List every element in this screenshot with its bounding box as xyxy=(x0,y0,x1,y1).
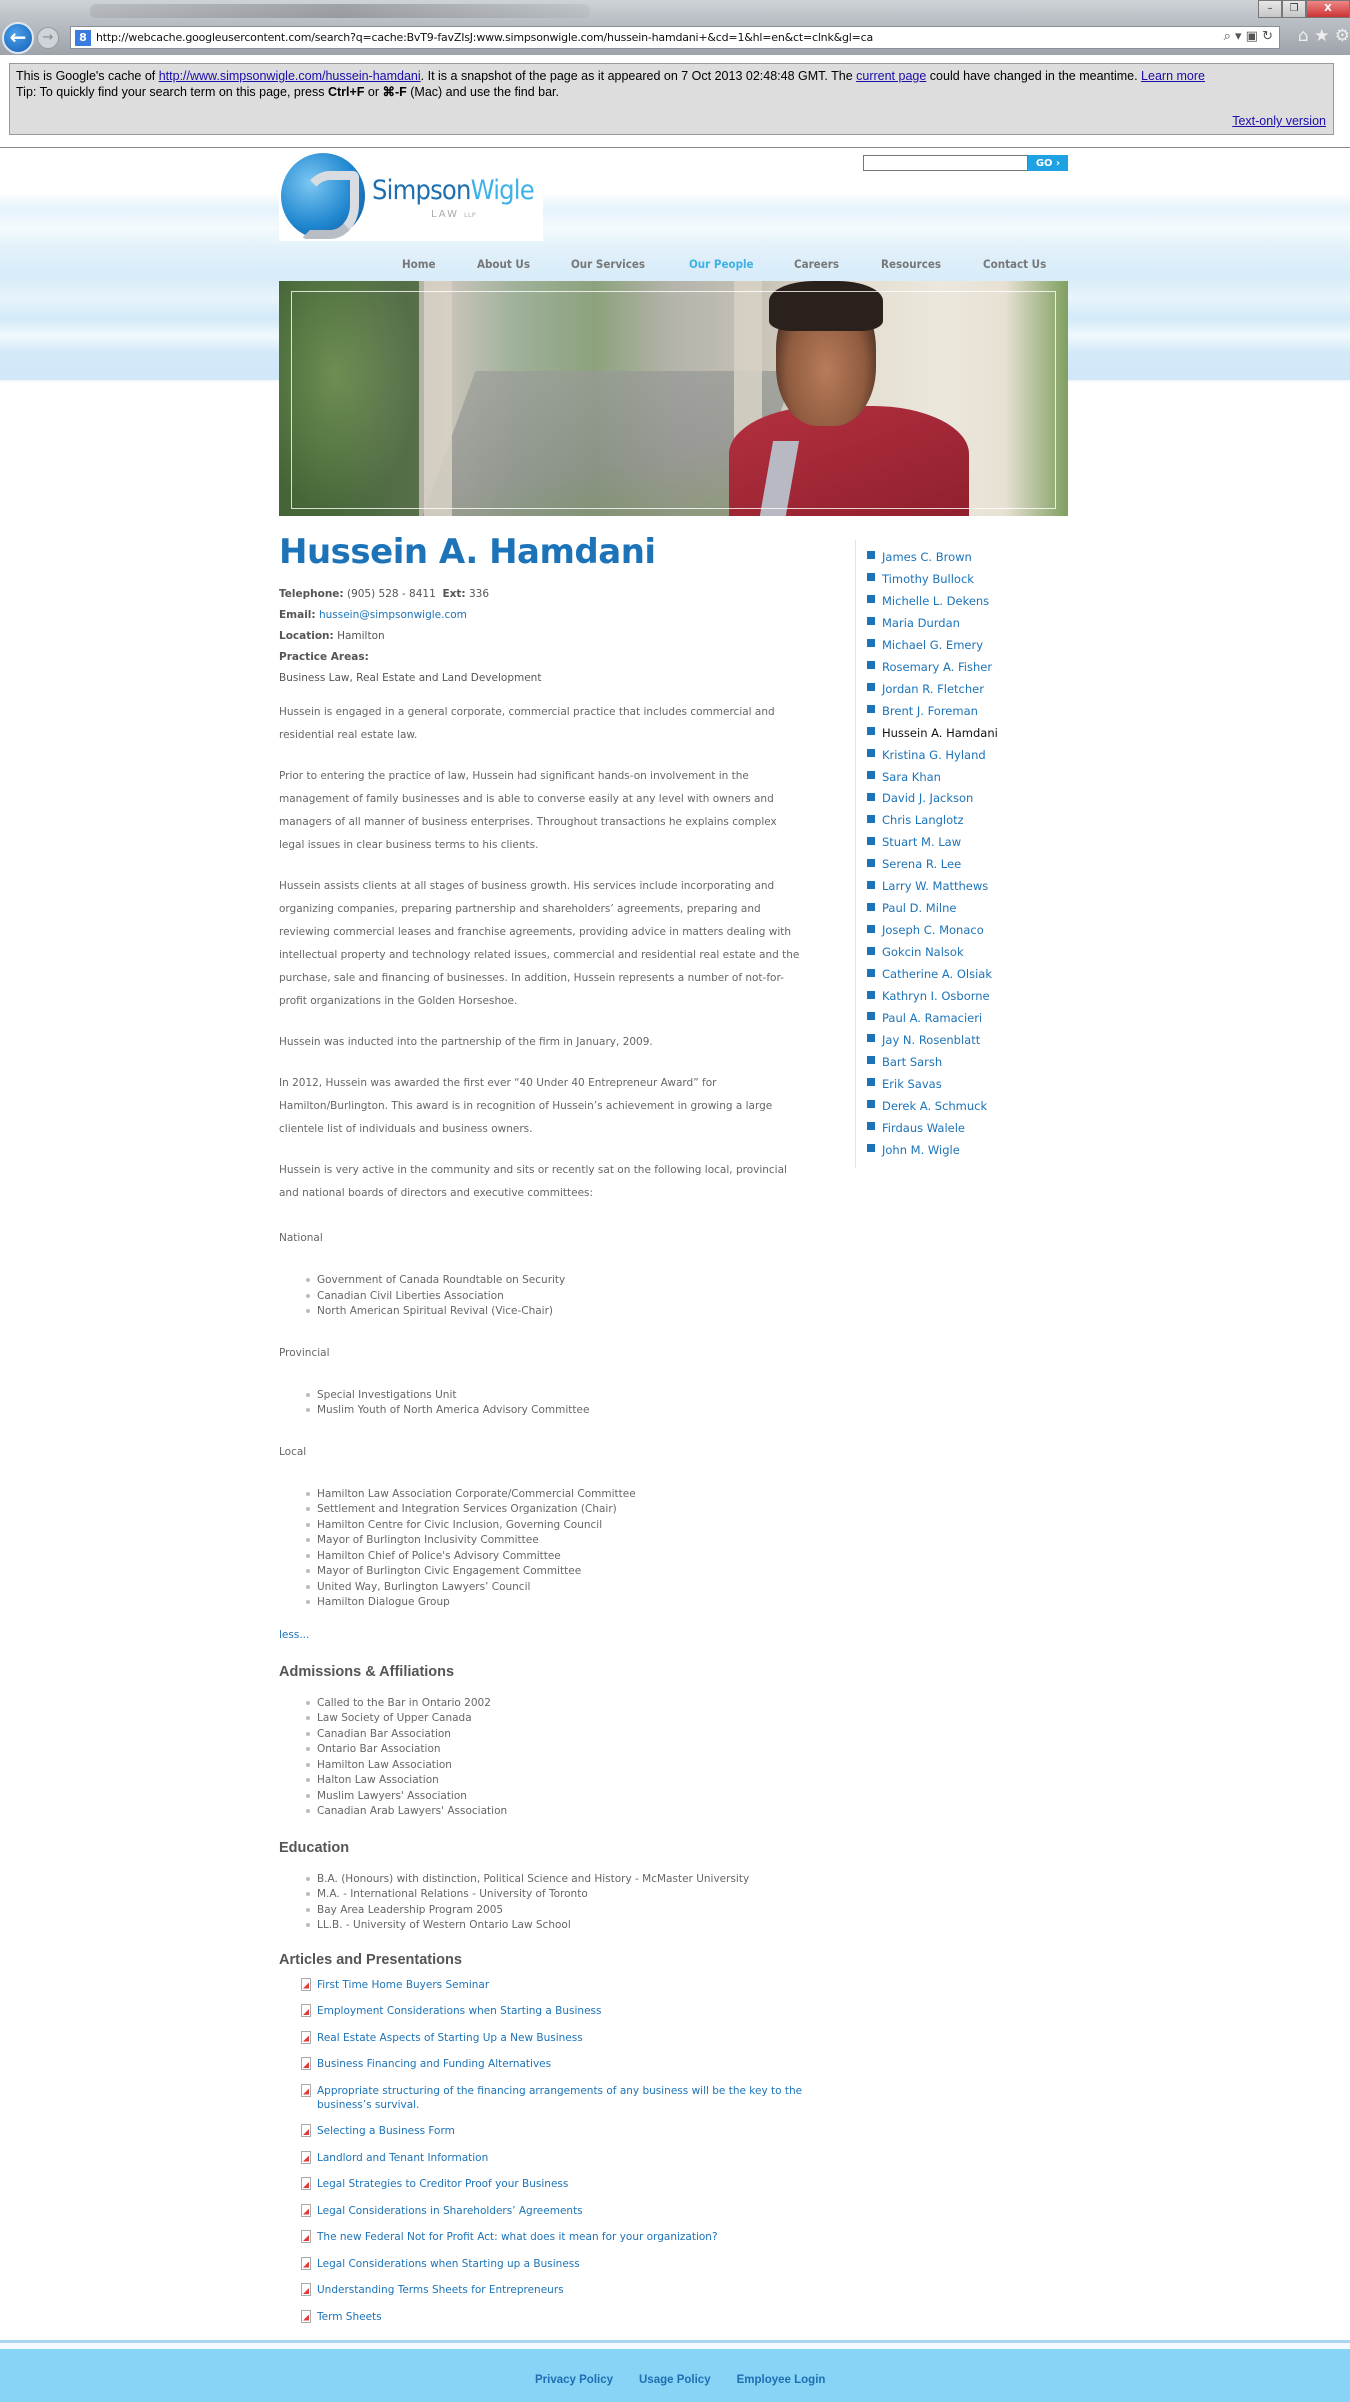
list-item: Canadian Civil Liberties Association xyxy=(306,1289,804,1305)
browser-toolbar-icons[interactable]: ⌂ ★ ⚙ xyxy=(1297,26,1350,46)
people-list xyxy=(867,546,1055,1161)
pdf-icon xyxy=(301,1978,311,1991)
person-link[interactable]: Bart Sarsh xyxy=(882,1054,943,1069)
sidebar-item-person[interactable] xyxy=(867,1029,1055,1051)
article-link[interactable]: Employment Considerations when Starting a Business xyxy=(317,2005,602,2017)
square-bullet-icon xyxy=(867,881,875,889)
sidebar-item-person[interactable] xyxy=(867,897,1055,919)
article-item xyxy=(301,2004,804,2018)
list-item: Muslim Lawyers' Association xyxy=(306,1789,804,1805)
article-item xyxy=(301,2177,804,2191)
url-text[interactable]: http://webcache.googleusercontent.com/search?q=cache:BvT9-favZIsJ:www.simpsonwigle.com/hussein-hamdani+&cd=1&hl=en&ct=clnk&gl=ca xyxy=(96,31,874,44)
boards-local-list xyxy=(306,1487,804,1611)
simpsonwigle-logo[interactable] xyxy=(279,151,543,241)
person-link[interactable]: Joseph C. Monaco xyxy=(882,923,984,938)
sidebar-item-person[interactable] xyxy=(867,722,1055,744)
boards-provincial-label: Provincial xyxy=(279,1346,330,1359)
article-item xyxy=(301,2230,804,2244)
article-link[interactable]: Legal Considerations in Shareholders’ Agreements xyxy=(317,2204,583,2217)
article-link[interactable]: Legal Strategies to Creditor Proof your Business xyxy=(317,2178,569,2190)
list-item: United Way, Burlington Lawyers’ Council xyxy=(306,1580,804,1596)
list-item: North American Spiritual Revival (Vice-Chair) xyxy=(306,1304,804,1320)
square-bullet-icon xyxy=(867,859,875,867)
practice-areas-value: Business Law, Real Estate and Land Development xyxy=(279,672,542,684)
site-search xyxy=(863,155,1068,171)
tip-shortcut-ctrl-f: Ctrl+F xyxy=(327,85,365,99)
search-go-button[interactable]: GO › xyxy=(1028,155,1068,171)
main-nav xyxy=(279,251,1068,281)
square-bullet-icon xyxy=(867,705,875,713)
sidebar-item-person[interactable] xyxy=(867,1095,1055,1117)
pdf-icon xyxy=(301,2257,311,2270)
person-link[interactable]: Maria Durdan xyxy=(882,615,960,630)
sidebar-item-person[interactable] xyxy=(867,700,1055,722)
pdf-icon xyxy=(301,2230,311,2243)
person-link[interactable]: Rosemary A. Fisher xyxy=(882,659,993,674)
telephone-label: Telephone: xyxy=(279,588,344,600)
sidebar-item-person[interactable] xyxy=(867,941,1055,963)
sidebar-item-person[interactable] xyxy=(867,1051,1055,1073)
cache-notice-line xyxy=(16,69,1327,83)
pdf-icon xyxy=(301,2310,311,2323)
ext-label: Ext: xyxy=(442,588,466,600)
back-arrow-icon: ← xyxy=(9,25,27,49)
forward-button[interactable] xyxy=(37,27,59,49)
bio-paragraph: Hussein is very active in the community and sits or recently sat on the following local, provincial and national boards of directors and executive committees: xyxy=(279,1164,787,1199)
pdf-icon xyxy=(301,2177,311,2190)
person-link[interactable]: Gokcin Nalsok xyxy=(882,945,964,960)
sidebar-item-person[interactable] xyxy=(867,634,1055,656)
list-item: Special Investigations Unit xyxy=(306,1388,804,1404)
restore-button[interactable]: ❐ xyxy=(1282,0,1306,18)
logo-law-llp xyxy=(431,209,476,220)
article-item xyxy=(301,2204,804,2218)
square-bullet-icon xyxy=(867,639,875,647)
tip-or: or xyxy=(364,85,383,99)
list-item: Hamilton Dialogue Group xyxy=(306,1595,804,1611)
nav-contact-us[interactable]: Contact Us xyxy=(983,257,1047,271)
square-bullet-icon xyxy=(867,991,875,999)
article-link[interactable]: Term Sheets xyxy=(317,2310,382,2323)
cached-url-link[interactable]: http://www.simpsonwigle.com/hussein-hamdani xyxy=(158,69,421,83)
article-link[interactable]: Selecting a Business Form xyxy=(317,2125,455,2137)
learn-more-link[interactable]: Learn more xyxy=(1141,69,1205,83)
address-bar[interactable] xyxy=(70,26,1280,49)
pdf-icon xyxy=(301,2283,311,2296)
footer-links xyxy=(535,2374,825,2386)
article-link[interactable]: Appropriate structuring of the financing arrangements of any business will be the key to the business’s survival. xyxy=(317,2084,803,2111)
article-item xyxy=(301,2257,804,2271)
back-button[interactable] xyxy=(2,22,34,54)
email-row xyxy=(279,605,804,626)
square-bullet-icon xyxy=(867,1100,875,1108)
boards-national-list xyxy=(306,1273,804,1320)
bio-paragraph: Prior to entering the practice of law, Hussein had significant hands-on involvement in the management of family businesses and is able to converse easily at any level with owners and managers of all manner of business enterprises. Throughout transactions he explains complex legal issues in clear business terms to his clients. xyxy=(279,770,777,851)
article-item xyxy=(301,2084,804,2112)
person-link[interactable]: Michelle L. Dekens xyxy=(882,593,990,608)
square-bullet-icon xyxy=(867,903,875,911)
bio-paragraph: Hussein was inducted into the partnership of the firm in January, 2009. xyxy=(279,1036,653,1048)
logo-simpson: Simpson xyxy=(372,175,471,206)
square-bullet-icon xyxy=(867,661,875,669)
pdf-icon xyxy=(301,2124,311,2137)
profile-content xyxy=(279,530,804,2336)
list-item: Hamilton Law Association xyxy=(306,1758,804,1774)
sidebar-item-person[interactable] xyxy=(867,766,1055,788)
person-link[interactable]: Timothy Bullock xyxy=(882,571,974,586)
people-sidebar xyxy=(855,540,1055,1168)
list-item: Hamilton Law Association Corporate/Commercial Committee xyxy=(306,1487,804,1503)
pdf-icon xyxy=(301,2084,311,2097)
sidebar-item-person[interactable] xyxy=(867,1117,1055,1139)
list-item: LL.B. - University of Western Ontario Law School xyxy=(306,1918,804,1934)
sidebar-item-person[interactable] xyxy=(867,612,1055,634)
list-item: Hamilton Centre for Civic Inclusion, Governing Council xyxy=(306,1518,804,1534)
cache-notice-prefix: This is Google's cache of xyxy=(16,69,159,83)
person-link[interactable]: John M. Wigle xyxy=(882,1142,960,1157)
sidebar-item-person[interactable] xyxy=(867,875,1055,897)
sidebar-item-person[interactable] xyxy=(867,963,1055,985)
articles-heading: Articles and Presentations xyxy=(279,1951,462,1968)
article-item xyxy=(301,2151,804,2165)
sidebar-item-person[interactable] xyxy=(867,656,1055,678)
square-bullet-icon xyxy=(867,727,875,735)
pdf-icon xyxy=(301,2057,311,2070)
tip-suffix: (Mac) and use the find bar. xyxy=(406,85,559,99)
admissions-list xyxy=(306,1696,804,1820)
telephone-row xyxy=(279,584,804,605)
list-item: Muslim Youth of North America Advisory Committee xyxy=(306,1403,804,1419)
window-title xyxy=(90,4,590,18)
article-link[interactable]: Business Financing and Funding Alternatives xyxy=(317,2058,552,2070)
article-link[interactable]: Real Estate Aspects of Starting Up a New Business xyxy=(317,2031,583,2044)
list-item: Ontario Bar Association xyxy=(306,1742,804,1758)
person-link[interactable]: Serena R. Lee xyxy=(882,857,962,872)
education-list xyxy=(306,1872,804,1934)
location-value: Hamilton xyxy=(337,630,385,642)
pdf-icon xyxy=(301,2031,311,2044)
window-controls xyxy=(1258,0,1350,18)
person-link[interactable]: Jay N. Rosenblatt xyxy=(882,1032,981,1047)
square-bullet-icon xyxy=(867,683,875,691)
article-item xyxy=(301,2310,804,2324)
person-link[interactable]: Larry W. Matthews xyxy=(882,879,989,894)
person-link[interactable]: Hussein A. Hamdani xyxy=(882,725,998,740)
person-link[interactable]: Chris Langlotz xyxy=(882,813,964,828)
articles-list xyxy=(301,1978,804,2324)
minimize-button[interactable]: – xyxy=(1258,0,1282,18)
person-link[interactable]: Catherine A. Olsiak xyxy=(882,967,993,982)
employee-login-link[interactable]: Employee Login xyxy=(736,2374,826,2386)
sidebar-item-person[interactable] xyxy=(867,831,1055,853)
person-link[interactable]: Stuart M. Law xyxy=(882,835,962,850)
sidebar-item-person[interactable] xyxy=(867,1139,1055,1161)
page-title: Hussein A. Hamdani xyxy=(279,532,656,572)
list-item: Halton Law Association xyxy=(306,1773,804,1789)
sidebar-item-person[interactable] xyxy=(867,678,1055,700)
email-link[interactable]: hussein@simpsonwigle.com xyxy=(318,609,467,621)
photo-frame-border xyxy=(291,291,1056,509)
list-item: Hamilton Chief of Police's Advisory Committee xyxy=(306,1549,804,1565)
article-link[interactable]: Understanding Terms Sheets for Entrepreneurs xyxy=(317,2284,564,2296)
sidebar-item-person[interactable] xyxy=(867,546,1055,568)
sidebar-item-person[interactable] xyxy=(867,919,1055,941)
nav-our-services[interactable]: Our Services xyxy=(571,257,646,271)
tip-prefix: Tip: To quickly find your search term on this page, press xyxy=(16,85,328,99)
square-bullet-icon xyxy=(867,1144,875,1152)
article-item xyxy=(301,2124,804,2138)
sidebar-item-person[interactable] xyxy=(867,1007,1055,1029)
list-item: Canadian Arab Lawyers' Association xyxy=(306,1804,804,1820)
ext-value: 336 xyxy=(468,588,490,600)
square-bullet-icon xyxy=(867,1056,875,1064)
text-only-version-link[interactable]: Text-only version xyxy=(1232,114,1326,128)
nav-our-people[interactable]: Our People xyxy=(689,257,754,271)
nav-home[interactable]: Home xyxy=(402,257,436,271)
cache-tip-line xyxy=(16,84,1327,99)
google-favicon-icon: 8 xyxy=(75,30,91,46)
sidebar-item-person[interactable] xyxy=(867,787,1055,809)
profile-banner-photo xyxy=(279,281,1068,516)
article-link[interactable]: Landlord and Tenant Information xyxy=(317,2151,489,2164)
sidebar-item-person[interactable] xyxy=(867,744,1055,766)
square-bullet-icon xyxy=(867,573,875,581)
cache-notice-suffix: could have changed in the meantime. xyxy=(926,69,1142,83)
site-footer xyxy=(0,2349,1350,2402)
person-link[interactable]: Jordan R. Fletcher xyxy=(882,681,984,696)
square-bullet-icon xyxy=(867,1078,875,1086)
pdf-icon xyxy=(301,2151,311,2164)
square-bullet-icon xyxy=(867,1012,875,1020)
person-link[interactable]: Kristina G. Hyland xyxy=(882,747,986,762)
square-bullet-icon xyxy=(867,1122,875,1130)
cache-notice-middle: . It is a snapshot of the page as it appeared on 7 Oct 2013 02:48:48 GMT. The xyxy=(420,69,857,83)
square-bullet-icon xyxy=(867,771,875,779)
sidebar-item-person[interactable] xyxy=(867,809,1055,831)
admissions-heading: Admissions & Affiliations xyxy=(279,1663,455,1680)
list-item: B.A. (Honours) with distinction, Political Science and History - McMaster University xyxy=(306,1872,804,1888)
logo-llp: LLP xyxy=(464,212,476,219)
search-input[interactable] xyxy=(863,155,1028,171)
square-bullet-icon xyxy=(867,925,875,933)
privacy-policy-link[interactable]: Privacy Policy xyxy=(535,2374,613,2386)
square-bullet-icon xyxy=(867,947,875,955)
square-bullet-icon xyxy=(867,749,875,757)
sidebar-item-person[interactable] xyxy=(867,853,1055,875)
person-link[interactable]: Brent J. Foreman xyxy=(882,703,978,718)
list-item: Law Society of Upper Canada xyxy=(306,1711,804,1727)
article-item xyxy=(301,1978,804,1992)
practice-areas-label: Practice Areas: xyxy=(279,651,369,663)
article-link[interactable]: First Time Home Buyers Seminar xyxy=(317,1978,490,1991)
square-bullet-icon xyxy=(867,551,875,559)
browser-chrome xyxy=(0,0,1350,55)
list-item: Settlement and Integration Services Organization (Chair) xyxy=(306,1502,804,1518)
square-bullet-icon xyxy=(867,1034,875,1042)
boards-national-label: National xyxy=(279,1232,323,1244)
list-item: Canadian Bar Association xyxy=(306,1727,804,1743)
sidebar-item-person[interactable] xyxy=(867,1073,1055,1095)
sidebar-item-person[interactable] xyxy=(867,590,1055,612)
pdf-icon xyxy=(301,2204,311,2217)
pdf-icon xyxy=(301,2004,311,2017)
google-cache-banner xyxy=(9,63,1334,135)
person-link[interactable]: Firdaus Walele xyxy=(882,1120,966,1135)
article-link[interactable]: Legal Considerations when Starting up a Business xyxy=(317,2257,580,2270)
square-bullet-icon xyxy=(867,969,875,977)
contact-info xyxy=(279,584,804,689)
close-button[interactable]: X xyxy=(1306,0,1350,18)
person-link[interactable]: Paul A. Ramacieri xyxy=(882,1010,983,1025)
list-item: Government of Canada Roundtable on Security xyxy=(306,1273,804,1289)
article-link[interactable]: The new Federal Not for Profit Act: what does it mean for your organization? xyxy=(317,2231,718,2243)
nav-about-us[interactable]: About Us xyxy=(477,257,530,271)
bio-paragraph: Hussein is engaged in a general corporate, commercial practice that includes commercial and residential real estate law. xyxy=(279,706,775,741)
boards-provincial-list xyxy=(306,1388,804,1419)
article-item xyxy=(301,2031,804,2045)
email-label: Email: xyxy=(279,609,316,621)
square-bullet-icon xyxy=(867,793,875,801)
nav-resources[interactable]: Resources xyxy=(881,257,942,271)
boards-local-label: Local xyxy=(279,1445,307,1458)
person-link[interactable]: James C. Brown xyxy=(882,549,972,564)
bio-paragraph: In 2012, Hussein was awarded the first ever “40 Under 40 Entrepreneur Award” for Hamilton/Burlington. This award is in recognition of Hussein’s achievement in growing a large clientele list of individuals and business owners. xyxy=(279,1077,773,1135)
current-page-link[interactable]: current page xyxy=(856,69,927,83)
practice-areas-row xyxy=(279,647,804,668)
telephone-value: (905) 528 - 8411 xyxy=(346,588,436,600)
list-item: Mayor of Burlington Civic Engagement Committee xyxy=(306,1564,804,1580)
person-link[interactable]: Sara Khan xyxy=(882,769,941,784)
bio-paragraph: Hussein assists clients at all stages of business growth. His services include incorporating and organizing companies, preparing partnership and shareholders’ agreements, preparing and reviewing commercial leases and franchise agreements, providing advice in matters dealing with intellectual property and technology related issues, commercial and residential real estate and the purchase, sale and financing of businesses. In addition, Hussein represents a number of not-for-profit organizations in the Golden Horseshoe. xyxy=(279,880,800,1007)
logo-law: LAW xyxy=(431,209,459,220)
education-heading: Education xyxy=(279,1839,350,1856)
list-item: Bay Area Leadership Program 2005 xyxy=(306,1903,804,1919)
square-bullet-icon xyxy=(867,837,875,845)
logo-emblem-icon xyxy=(281,153,365,239)
person-link[interactable]: Michael G. Emery xyxy=(882,637,984,652)
list-item: M.A. - International Relations - University of Toronto xyxy=(306,1887,804,1903)
location-label: Location: xyxy=(279,630,334,642)
person-link[interactable]: Kathryn I. Osborne xyxy=(882,989,990,1004)
square-bullet-icon xyxy=(867,815,875,823)
less-link[interactable]: less... xyxy=(279,1628,310,1641)
person-link[interactable]: Paul D. Milne xyxy=(882,901,957,916)
list-item: Mayor of Burlington Inclusivity Committee xyxy=(306,1533,804,1549)
article-item xyxy=(301,2057,804,2071)
logo-wordmark xyxy=(372,175,534,206)
location-row xyxy=(279,626,804,647)
person-link[interactable]: Erik Savas xyxy=(882,1076,942,1091)
person-link[interactable]: David J. Jackson xyxy=(882,791,974,806)
forward-arrow-icon: → xyxy=(42,30,54,45)
sidebar-item-person[interactable] xyxy=(867,985,1055,1007)
logo-wigle: Wigle xyxy=(470,175,534,206)
article-item xyxy=(301,2283,804,2297)
tip-shortcut-cmd-f: ⌘-F xyxy=(382,85,407,99)
address-bar-icons[interactable]: ⌕ ▾ ▣ ↻ xyxy=(1223,29,1273,44)
person-link[interactable]: Derek A. Schmuck xyxy=(882,1098,988,1113)
square-bullet-icon xyxy=(867,595,875,603)
nav-careers[interactable]: Careers xyxy=(794,257,839,271)
square-bullet-icon xyxy=(867,617,875,625)
list-item: Called to the Bar in Ontario 2002 xyxy=(306,1696,804,1712)
usage-policy-link[interactable]: Usage Policy xyxy=(639,2374,711,2386)
sidebar-item-person[interactable] xyxy=(867,568,1055,590)
